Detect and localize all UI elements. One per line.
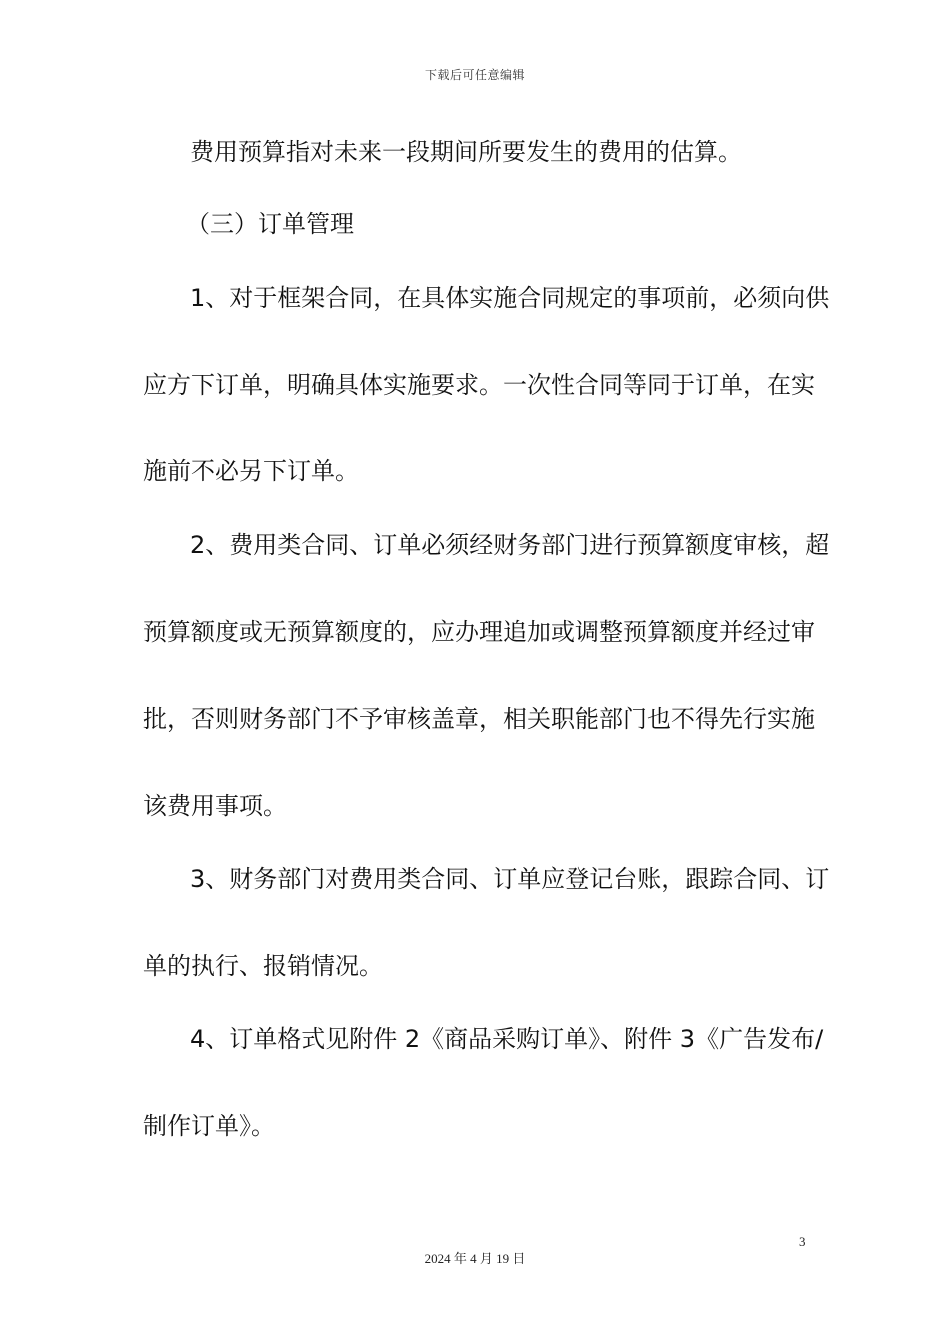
footer-date: 2024 年 4 月 19 日 [424,1251,526,1266]
paragraph-line: 1、对于框架合同，在具体实施合同规定的事项前，必须向供 [190,284,830,312]
paragraph-line: 批，否则财务部门不予审核盖章，相关职能部门也不得先行实施 [143,705,815,733]
paragraph-line: 2、费用类合同、订单必须经财务部门进行预算额度审核，超 [190,531,830,559]
paragraph-line: 3、财务部门对费用类合同、订单应登记台账，跟踪合同、订 [190,865,830,893]
paragraph-line: 制作订单》。 [143,1112,275,1140]
paragraph-line: 应方下订单，明确具体实施要求。一次性合同等同于订单，在实 [143,371,815,399]
page-header: 下载后可任意编辑 [424,68,525,82]
paragraph-line: 4、订单格式见附件 2《商品采购订单》、附件 3《广告发布/ [190,1025,824,1053]
paragraph-line: 预算额度或无预算额度的，应办理追加或调整预算额度并经过审 [143,618,815,646]
paragraph-line: 该费用事项。 [143,792,287,820]
paragraph-line: 施前不必另下订单。 [143,457,359,485]
section-heading: （三）订单管理 [186,210,354,238]
paragraph-line: 单的执行、报销情况。 [143,952,383,980]
paragraph-line: 费用预算指对未来一段期间所要发生的费用的估算。 [190,138,742,166]
page-number: 3 [799,1234,806,1249]
